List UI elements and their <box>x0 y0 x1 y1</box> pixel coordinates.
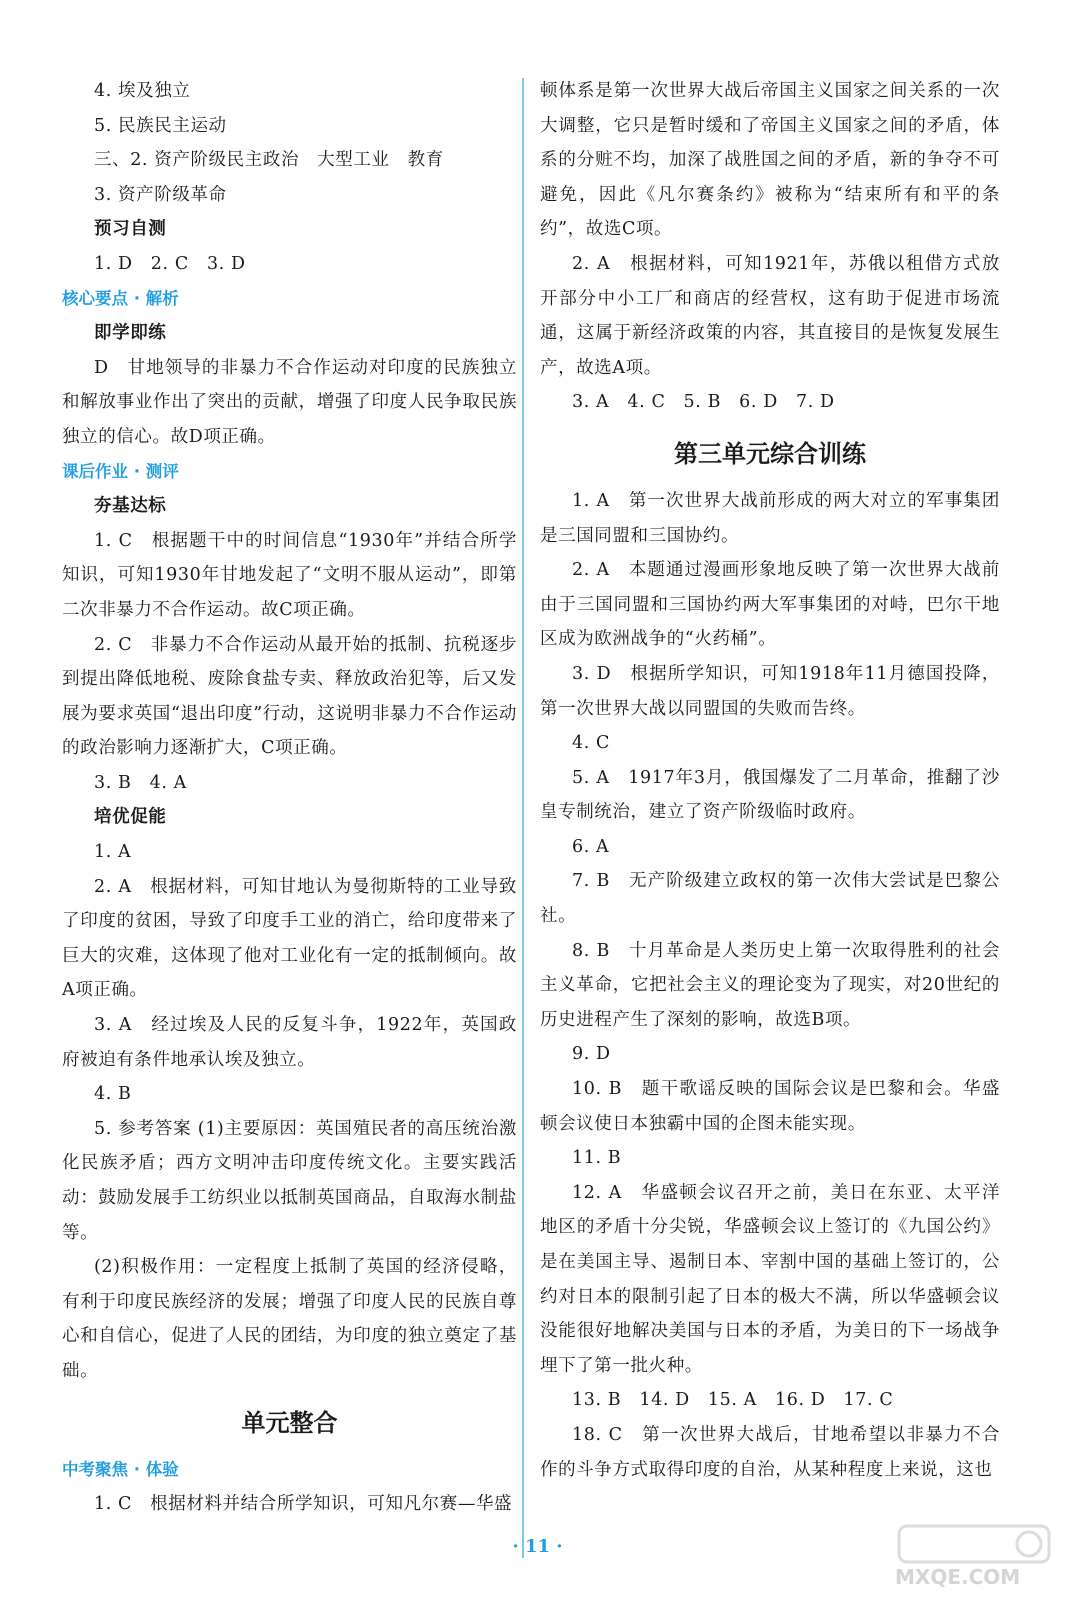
unit-title: 单元整合 <box>241 1408 338 1437</box>
answer-line: 11. B <box>572 1148 622 1169</box>
unit-title: 第三单元综合训练 <box>674 439 866 468</box>
watermark-text: MXQE.COM <box>895 1565 1021 1589</box>
answer-line: 6. A <box>572 836 610 857</box>
subsection-heading: 预习自测 <box>94 219 167 240</box>
answer-paragraph: 2. C 非暴力不合作运动从最开始的抵制、抗税逐步到提出降低地税、废除食盐专卖、释放政治犯等，后又发展为要求英国“退出印度”行动，这说明非暴力不合作运动的政治影响力逐渐扩大，C项正确。 <box>62 634 517 759</box>
answer-paragraph: 8. B 十月革命是人类历史上第一次取得胜利的社会主义革命，它把社会主义的理论变为了现实，对20世纪的历史进程产生了深刻的影响，故选B项。 <box>540 940 1000 1030</box>
answer-line: 4. C <box>572 733 611 754</box>
answer-paragraph: 1. C 根据材料并结合所学知识，可知凡尔赛—华盛 <box>94 1494 513 1515</box>
right-column <box>540 74 1000 1487</box>
answer-line: 1. A <box>94 842 132 863</box>
answer-line: 4. B <box>94 1084 132 1105</box>
subsection-heading: 夯基达标 <box>94 496 167 517</box>
answer-paragraph: D 甘地领导的非暴力不合作运动对印度的民族独立和解放事业作出了突出的贡献，增强了印度人民争取民族独立的信心。故D项正确。 <box>62 357 517 447</box>
answer-line: 3. 资产阶级革命 <box>94 184 227 205</box>
answer-paragraph: (2)积极作用：一定程度上抵制了英国的经济侵略，有利于印度民族经济的发展；增强了印度人民的民族自尊心和自信心，促进了人民的团结，为印度的独立奠定了基础。 <box>62 1257 517 1381</box>
answer-line: 3. A 4. C 5. B 6. D 7. D <box>572 392 835 413</box>
subsection-heading: 培优促能 <box>94 807 167 828</box>
answer-line: 9. D <box>572 1044 611 1065</box>
answer-line: 13. B 14. D 15. A 16. D 17. C <box>572 1390 894 1411</box>
answer-paragraph: 1. C 根据题干中的时间信息“1930年”并结合所学知识，可知1930年甘地发起了“文明不服从运动”，即第二次非暴力不合作运动。故C项正确。 <box>62 530 517 620</box>
answer-line: 3. B 4. A <box>94 772 187 793</box>
answer-paragraph: 2. A 根据材料，可知1921年，苏俄以租借方式放开部分中小工厂和商店的经营权，这有助于促进市场流通，这属于新经济政策的内容，其直接目的是恢复发展生产，故选A项。 <box>540 253 1000 378</box>
answer-line: 4. 埃及独立 <box>94 81 191 101</box>
section-heading: 课后作业 · 测评 <box>62 461 179 481</box>
answer-paragraph: 10. B 题干歌谣反映的国际会议是巴黎和会。华盛顿会议使日本独霸中国的企图未能实现。 <box>540 1079 1000 1134</box>
watermark-logo <box>889 1522 1059 1592</box>
answer-paragraph: 3. D 根据所学知识，可知1918年11月德国投降，第一次世界大战以同盟国的失败而告终。 <box>540 663 1000 719</box>
continued-paragraph: 顿体系是第一次世界大战后帝国主义国家之间关系的一次大调整，它只是暂时缓和了帝国主义国家之间的矛盾，体系的分赃不均，加深了战胜国之间的矛盾，新的争夺不可避免，因此《凡尔赛条约》被称为“结束所有和平的条约”，故选C项。 <box>540 81 1000 240</box>
answer-paragraph: 3. A 经过埃及人民的反复斗争，1922年，英国政府被迫有条件地承认埃及独立。 <box>62 1015 517 1070</box>
answer-line: 三、2. 资产阶级民主政治 大型工业 教育 <box>94 150 444 171</box>
answer-line: 1. D 2. C 3. D <box>94 253 246 274</box>
answer-paragraph: 5. 参考答案 (1)主要原因：英国殖民者的高压统治激化民族矛盾；西方文明冲击印度传统文化。主要实践活动：鼓励发展手工纺织业以抵制英国商品，自取海水制盐等。 <box>62 1118 517 1243</box>
answer-paragraph: 2. A 根据材料，可知甘地认为曼彻斯特的工业导致了印度的贫困，导致了印度手工业的消亡，给印度带来了巨大的灾难，这体现了他对工业化有一定的抵制倾向。故A项正确。 <box>62 876 517 1001</box>
answer-paragraph: 18. C 第一次世界大战后，甘地希望以非暴力不合作的斗争方式取得印度的自治，从某种程度上来说，这也 <box>540 1424 1000 1480</box>
left-column <box>62 74 517 1522</box>
column-divider <box>522 78 524 1558</box>
answer-paragraph: 1. A 第一次世界大战前形成的两大对立的军事集团是三国同盟和三国协约。 <box>540 490 1000 546</box>
answer-line: 5. 民族民主运动 <box>94 115 227 136</box>
subsection-heading: 即学即练 <box>94 323 167 344</box>
answer-paragraph: 7. B 无产阶级建立政权的第一次伟大尝试是巴黎公社。 <box>540 871 1000 927</box>
section-heading: 中考聚焦 · 体验 <box>62 1459 179 1479</box>
answer-paragraph: 12. A 华盛顿会议召开之前，美日在东亚、太平洋地区的矛盾十分尖锐，华盛顿会议上签订的《九国公约》是在美国主导、遏制日本、宰割中国的基础上签订的，公约对日本的限制引起了日本的极大不满，所以华盛顿会议没能很好地解决美国与日本的矛盾，为美日的下一场战争埋下了第一批火种。 <box>540 1182 1000 1376</box>
section-heading: 核心要点 · 解析 <box>62 288 179 308</box>
answer-paragraph: 5. A 1917年3月，俄国爆发了二月革命，推翻了沙皇专制统治，建立了资产阶级临时政府。 <box>540 767 1000 823</box>
answer-paragraph: 2. A 本题通过漫画形象地反映了第一次世界大战前由于三国同盟和三国协约两大军事集团的对峙，巴尔干地区成为欧洲战争的“火药桶”。 <box>540 560 1000 650</box>
page-number: · 11 · <box>512 1536 563 1557</box>
